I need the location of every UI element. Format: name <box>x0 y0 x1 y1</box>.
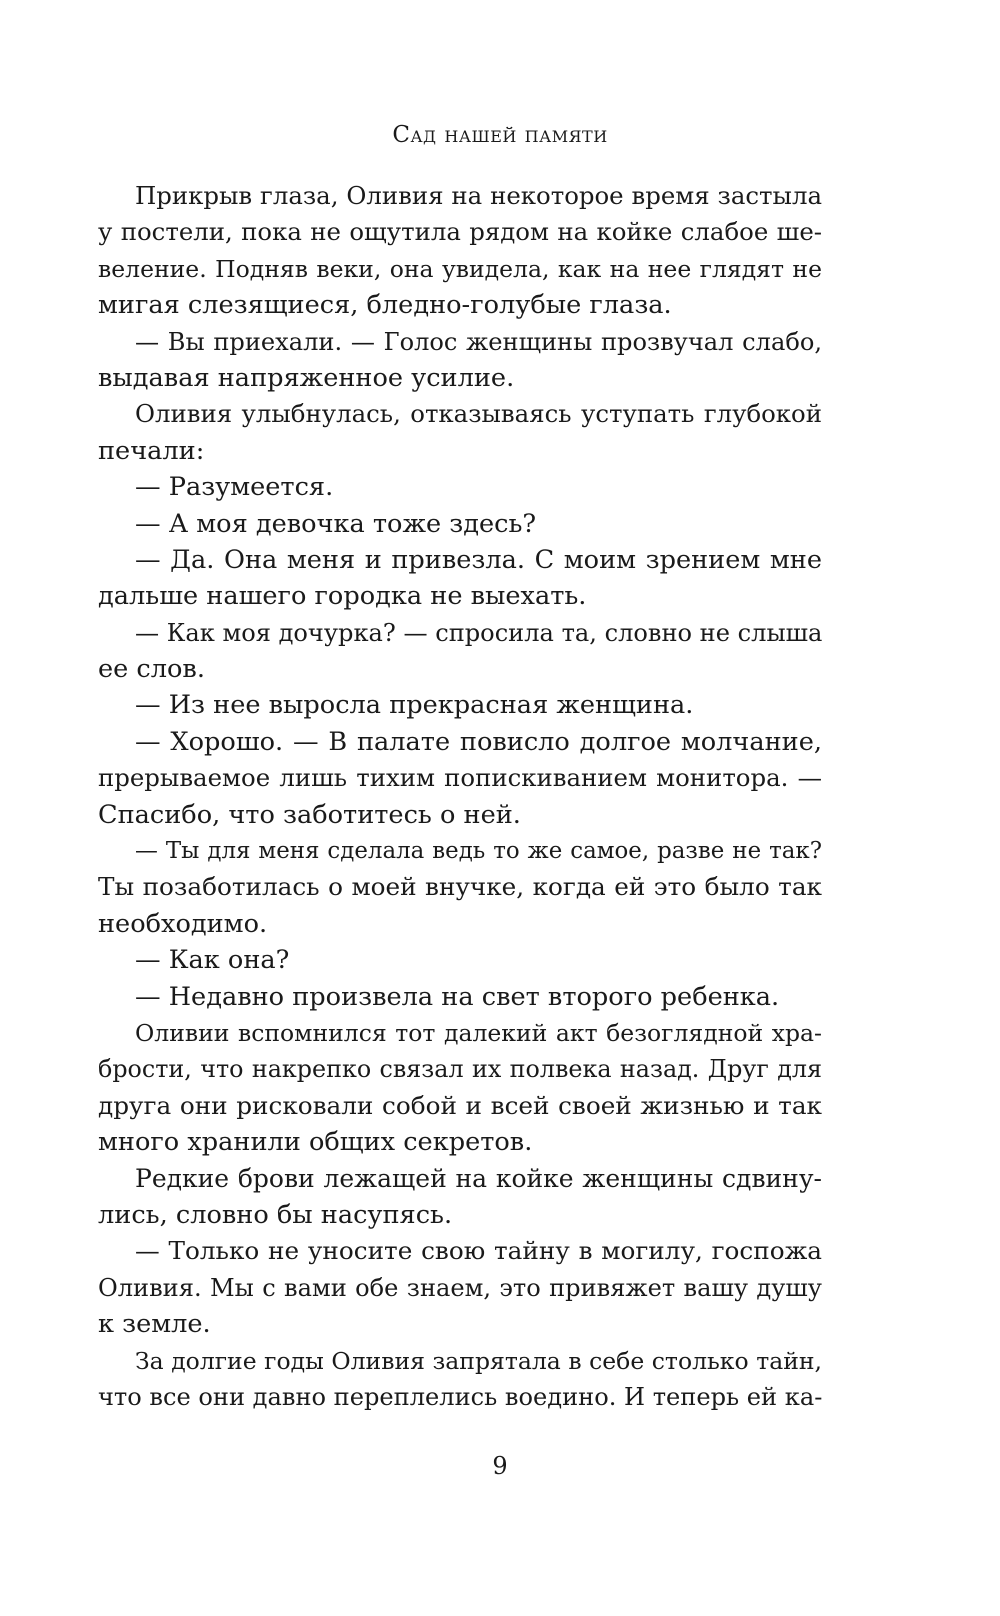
text-line: Оливия улыбнулась, отказываясь уступать глубокой <box>135 399 822 429</box>
text-line: что все они давно переплелись воедино. И теперь ей ка- <box>98 1382 823 1411</box>
text-line: лись, словно бы насупясь. <box>98 1199 453 1230</box>
text-line: Спасибо, что заботитесь о ней. <box>98 799 521 830</box>
text-line: — Да. Она меня и привезла. С моим зрением мне <box>135 544 822 575</box>
page-number: 9 <box>492 1452 508 1480</box>
text-line: друга они рисковали собой и всей своей жизнью и так <box>98 1090 822 1120</box>
text-line: Оливии вспомнился тот далекий акт безоглядной хра- <box>135 1018 822 1047</box>
text-line: Ты позаботилась о моей внучке, когда ей это было так <box>98 872 822 902</box>
running-head: Сад нашей памяти <box>392 122 608 148</box>
text-line: — Из нее выросла прекрасная женщина. <box>135 690 694 721</box>
text-line: веление. Подняв веки, она увидела, как на нее глядят не <box>98 254 822 283</box>
text-line: Прикрыв глаза, Оливия на некоторое время застыла <box>135 181 822 210</box>
text-line: За долгие годы Оливия запрятала в себе столько тайн, <box>135 1346 822 1375</box>
text-line: — Недавно произвела на свет второго ребенка. <box>135 981 780 1012</box>
text-line: печали: <box>98 435 205 466</box>
text-line: Оливия. Мы с вами обе знаем, это привяжет вашу душу <box>98 1273 822 1302</box>
text-line: прерываемое лишь тихим попискиванием монитора. — <box>98 763 822 793</box>
text-line: к земле. <box>98 1309 211 1340</box>
text-line: брости, что накрепко связал их полвека назад. Друг для <box>98 1055 822 1084</box>
text-line: ее слов. <box>98 654 205 685</box>
text-line: — Разумеется. <box>135 472 334 503</box>
text-line: выдавая напряженное усилие. <box>98 362 515 393</box>
text-line: дальше нашего городка не выехать. <box>98 581 587 612</box>
text-line: — Ты для меня сделала ведь то же самое, разве не так? <box>135 838 822 865</box>
body-text <box>98 178 822 1415</box>
text-line: Редкие брови лежащей на койке женщины сдвину- <box>135 1163 822 1193</box>
text-line: необходимо. <box>98 908 268 939</box>
text-line: много хранили общих секретов. <box>98 1127 533 1158</box>
text-line: — Хорошо. — В палате повисло долгое молчание, <box>135 726 822 757</box>
text-line: — А моя девочка тоже здесь? <box>135 508 537 539</box>
text-line: — Как она? <box>135 945 290 976</box>
text-line: — Только не уносите свою тайну в могилу, госпожа <box>135 1236 822 1266</box>
text-line: мигая слезящиеся, бледно-голубые глаза. <box>98 290 672 321</box>
text-line: — Как моя дочурка? — спросила та, словно не слыша <box>135 618 823 647</box>
text-line: у постели, пока не ощутила рядом на койке слабое ше- <box>98 217 822 247</box>
text-line: — Вы приехали. — Голос женщины прозвучал слабо, <box>135 327 822 356</box>
